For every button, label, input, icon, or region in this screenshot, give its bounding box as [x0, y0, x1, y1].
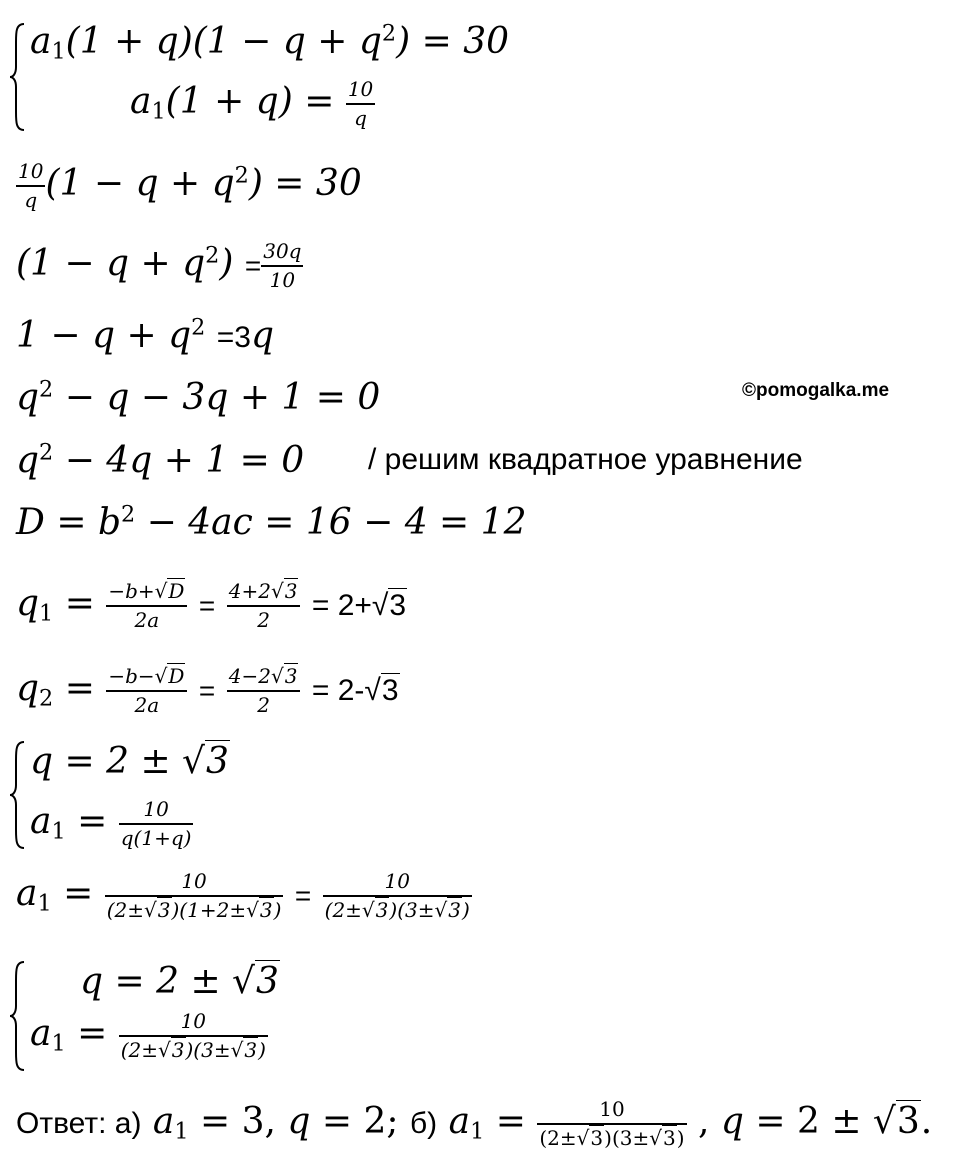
system-3-eq-1: q = 2 ± √3: [80, 961, 279, 1002]
equation-isolated: $(1 - q + q^2)$ = $\frac{30q}{10}$: [16, 239, 302, 292]
solve-note: / решим квадратное уравнение: [368, 443, 803, 476]
fraction-numerator: 10: [16, 160, 45, 187]
fraction-numerator: 10: [105, 870, 284, 897]
equation-quadratic: $q^2 - 4q + 1 = 0$: [16, 439, 305, 481]
fraction-denominator: 10: [269, 268, 296, 292]
fraction-numerator: 30q: [261, 240, 303, 267]
equation-simplified: $1 - q + q^2 =3q$: [16, 314, 275, 356]
equation-rearranged: $q^2 - q - 3q + 1 = 0$: [16, 376, 381, 418]
root-q1: $q_1$ = $\frac{-b+√D}{2a}$ = $\frac{4+2√3}{2}$ = 2+√3: [16, 579, 407, 632]
fraction-numerator: 10: [323, 870, 472, 897]
system-1-eq-2: $a_1(1 + q)$ = $\frac{10}{q}$: [130, 77, 374, 130]
brace-system-2: [8, 740, 28, 850]
discriminant: $D = b^2 - 4ac = 16 - 4 = 12$: [16, 501, 527, 543]
watermark: ©pomogalka.me: [742, 380, 890, 401]
root-q2: $q_2$ = $\frac{-b-√D}{2a}$ = $\frac{4-2√3}{2}$ = 2-√3: [16, 664, 399, 717]
discriminant-value: 16 − 4 = 12: [305, 502, 527, 543]
answer: Ответ: а) $a_1 = 3$, q = 2; б) $a_1$ = $\frac{10}{(2\pm√3)(3\pm√3)}$ , q = 2 ± √3.: [16, 1097, 933, 1150]
system-2-eq-1: q = 2 ± √3: [30, 741, 229, 782]
a1-expression: $a_1$ = $\frac{10}{(2\pm√3)(1+2\pm√3)}$ = $\frac{10}{(2\pm√3)(3\pm√3)}$: [16, 869, 470, 922]
fraction-numerator: 10: [537, 1098, 686, 1125]
answer-part-b: б): [410, 1107, 438, 1140]
brace-system-3: [8, 960, 28, 1072]
system-1-eq-1: $a_1(1 + q)(1 - q + q^2) = 30$: [30, 20, 510, 65]
fraction-numerator: 10: [346, 78, 375, 105]
brace-system-1: [8, 22, 28, 132]
system-3-eq-2: $a_1$ = $\frac{10}{(2\pm√3)(3\pm√3)}$: [30, 1009, 266, 1062]
equation-substituted: $\frac{10}{q}$ $(1 - q + q^2) = 30$: [18, 159, 362, 212]
system-2-eq-2: $a_1$ = $\frac{10}{q(1+q)}$: [30, 797, 192, 850]
fraction-numerator: 10: [119, 1010, 268, 1037]
fraction-numerator: 10: [119, 798, 194, 825]
answer-label: Ответ: а): [16, 1107, 142, 1140]
